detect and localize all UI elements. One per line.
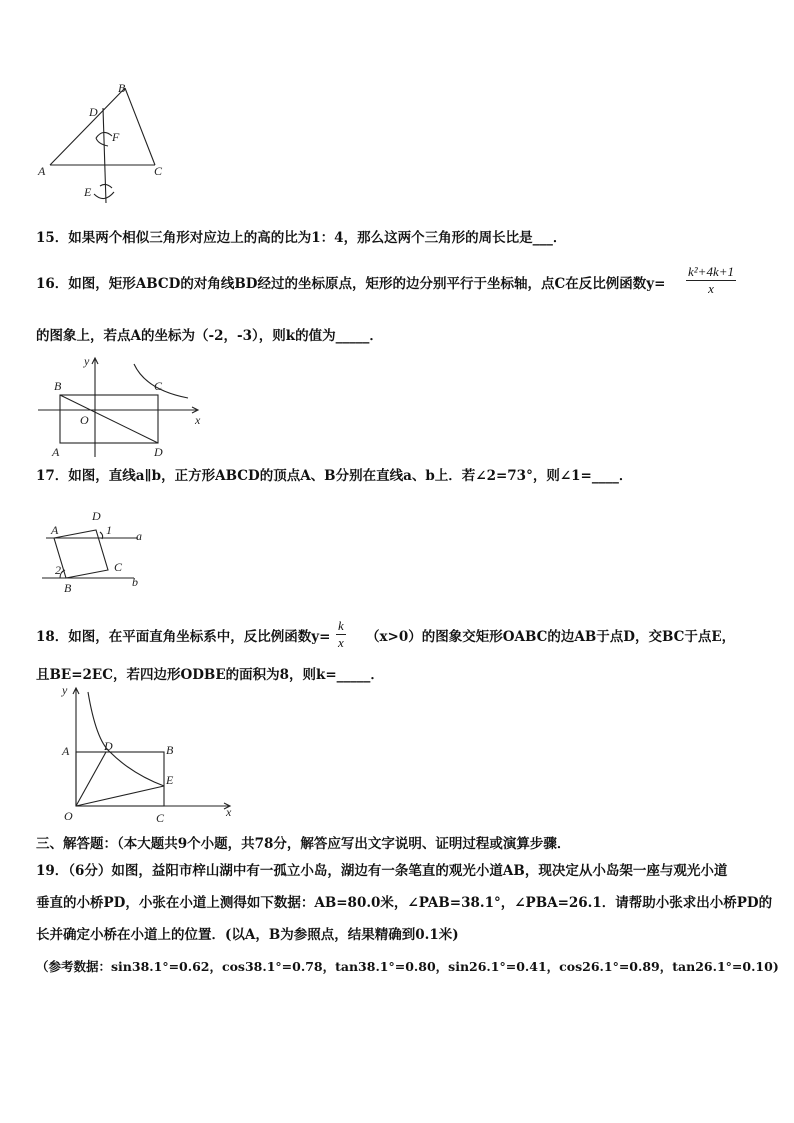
question-16-line1 bbox=[36, 275, 665, 293]
label-C: C bbox=[154, 379, 163, 393]
question-18-line1-part1: 18．如图，在平面直角坐标系中，反比例函数y= bbox=[36, 629, 331, 645]
label-D: D bbox=[104, 739, 113, 753]
question-15: 15．如果两个相似三角形对应边上的高的比为1：4，那么这两个三角形的周长比是___． bbox=[36, 230, 567, 246]
segment-OD bbox=[76, 752, 106, 806]
rectangle-hyperbola-figure bbox=[38, 352, 208, 460]
label-B: B bbox=[118, 81, 126, 95]
question-18-fraction bbox=[336, 618, 346, 651]
construction-arc-lower bbox=[94, 192, 114, 199]
question-17: 17．如图，直线a∥b，正方形ABCD的顶点A、B分别在直线a、b上．若∠2=73°，则∠1=____． bbox=[36, 468, 633, 484]
label-B: B bbox=[64, 581, 72, 595]
label-F: F bbox=[112, 130, 120, 144]
question-19-line3: 长并确定小桥在小道上的位置．(以A，B为参照点，结果精确到0.1米) bbox=[36, 927, 459, 943]
fraction-numerator: k²+4k+1 bbox=[688, 264, 734, 279]
label-b: b bbox=[132, 575, 138, 589]
label-C: C bbox=[154, 164, 163, 178]
question-16-fraction bbox=[686, 264, 736, 297]
label-D: D bbox=[89, 105, 98, 119]
label-x: x bbox=[195, 413, 201, 427]
question-19-reference-data: （参考数据：sin38.1°=0.62，cos38.1°=0.78，tan38.1°=0.80，sin26.1°=0.41，cos26.1°=0.89，tan26.1°=0.10) bbox=[36, 959, 779, 974]
question-19-line2: 垂直的小桥PD，小张在小道上测得如下数据：AB=80.0米，∠PAB=38.1°，∠PBA=26.1．请帮助小张求出小桥PD的 bbox=[36, 895, 773, 911]
question-19-line1: 19．（6分）如图，益阳市梓山湖中有一孤立小岛，湖边有一条笔直的观光小道AB，现决定从小岛架一座与观光小道 bbox=[36, 863, 728, 879]
label-angle-2: 2 bbox=[55, 563, 61, 577]
question-16-text: 16．如图，矩形ABCD的对角线BD经过的坐标原点，矩形的边分别平行于坐标轴，点C在反比例函数y= bbox=[36, 276, 666, 292]
construction-arc-upper-2 bbox=[96, 138, 108, 146]
rectangle-OABC bbox=[76, 752, 164, 806]
question-18-line2: 且BE=2EC，若四边形ODBE的面积为8，则k=_____． bbox=[36, 667, 384, 683]
label-A: A bbox=[62, 744, 70, 758]
label-y: y bbox=[84, 354, 90, 368]
square-ABCD bbox=[54, 530, 108, 578]
segment-OE bbox=[76, 786, 164, 806]
label-E: E bbox=[84, 185, 92, 199]
perpendicular-bisector-line bbox=[103, 108, 106, 203]
section-3-header: 三、解答题：（本大题共9个小题，共78分，解答应写出文字说明、证明过程或演算步骤． bbox=[36, 836, 571, 852]
label-A: A bbox=[52, 445, 60, 459]
triangle-construction-figure bbox=[30, 78, 180, 213]
diagonal-BD bbox=[60, 395, 158, 443]
fraction-numerator: k bbox=[338, 618, 344, 633]
label-D: D bbox=[154, 445, 163, 459]
label-O: O bbox=[80, 413, 89, 427]
question-18-line1-part2: （x>0）的图象交矩形OABC的边AB于点D，交BC于点E， bbox=[366, 629, 736, 645]
label-a: a bbox=[136, 529, 142, 543]
label-A: A bbox=[38, 164, 46, 178]
label-x: x bbox=[226, 805, 232, 819]
label-C: C bbox=[114, 560, 123, 574]
label-O: O bbox=[64, 809, 73, 823]
segment-BC bbox=[125, 88, 155, 165]
label-C: C bbox=[156, 811, 165, 824]
label-D: D bbox=[92, 509, 101, 523]
question-16-line2: 的图象上，若点A的坐标为（-2，-3），则k的值为_____． bbox=[36, 328, 383, 344]
label-B: B bbox=[54, 379, 62, 393]
fraction-denominator: x bbox=[708, 281, 714, 296]
rectangle-OABC-hyperbola-figure bbox=[52, 682, 242, 824]
fraction-denominator: x bbox=[338, 635, 344, 650]
label-B: B bbox=[166, 743, 174, 757]
label-A: A bbox=[51, 523, 59, 537]
hyperbola-curve bbox=[88, 692, 164, 786]
label-y: y bbox=[62, 683, 68, 697]
label-angle-1: 1 bbox=[106, 523, 112, 537]
label-E: E bbox=[166, 773, 174, 787]
segment-AB bbox=[50, 88, 125, 165]
square-parallel-lines-figure bbox=[38, 508, 158, 600]
